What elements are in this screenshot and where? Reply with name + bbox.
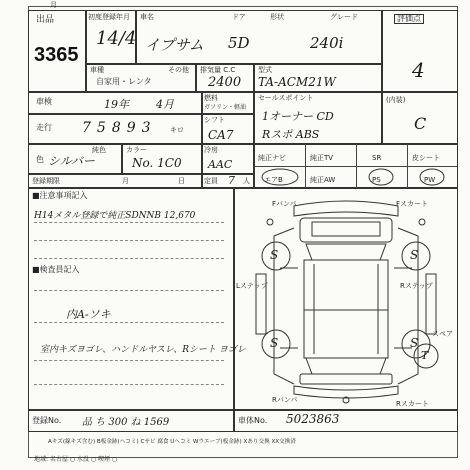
tire-rl: S [270, 336, 279, 350]
door-value: 5D [228, 34, 250, 52]
equip-airbag: エアB [264, 176, 283, 184]
tire-rr: S [410, 336, 419, 350]
grade-label: グレード [330, 13, 358, 21]
model-label: 型式 [258, 66, 272, 74]
color-no-label: カラー [126, 146, 147, 154]
selling-label: セールスポイント [258, 94, 314, 102]
inspection-year: 19年 [104, 98, 129, 111]
inspector-header: ■検査員記入 [32, 265, 80, 274]
insp-line1: 内A-ソキ [66, 308, 111, 321]
top-left-label: 出品 [36, 15, 55, 25]
chassis-value: 5023863 [286, 412, 340, 426]
door-label: ドア [232, 13, 246, 21]
eval-value: 4 [412, 58, 425, 82]
reg-no-value: 品 ち 300 ね 1569 [82, 417, 170, 428]
ac-value: AAC [208, 158, 233, 171]
car-diagram [234, 188, 458, 410]
color-value: シルバー [48, 154, 95, 168]
r-bumper-label: Rバンパ [272, 396, 298, 404]
front-bumper-label: Fバンパ [272, 200, 297, 208]
notes-line1: H14メタル登録で純正SDNNB 12,670 [34, 211, 196, 221]
selling-line2: Rスポ ABS [262, 128, 320, 141]
inspection-month: 4月 [156, 98, 174, 111]
car-name-value: イプサム [145, 36, 204, 54]
capacity-unit: 人 [243, 177, 250, 185]
grade-value: 240i [310, 34, 344, 52]
ac-label: 冷房 [204, 146, 218, 154]
shape-label: 形状 [270, 13, 284, 21]
car-name-label: 車名 [140, 13, 154, 21]
equip-pw: PW [424, 176, 436, 184]
equip-ps: PS [372, 176, 381, 184]
mileage-unit: キロ [170, 126, 184, 134]
tire-fr: S [410, 248, 419, 262]
category-value: 自家用・レンタ [96, 77, 152, 86]
capacity-value: 7 [228, 174, 235, 187]
equip-marks [254, 166, 458, 188]
color-no-value: No. 1C0 [132, 156, 182, 170]
reg-day-label: 日 [178, 177, 185, 185]
damage-legend: Aキズ(線キズ含む) B板金跡(ヘコミ) Cサビ 腐食 Uヘコミ Wウエーブ(板金跡) Xあり交換 XX交換済 [48, 439, 296, 445]
category-label: 車種 [90, 66, 104, 74]
equip-leather: 皮シート [412, 154, 440, 162]
original-label: 純色 [92, 146, 106, 154]
interior-value: C [414, 114, 427, 133]
top-month-label: 月 [50, 1, 57, 9]
displacement-value: 2400 [208, 75, 242, 90]
other-label: その他 [168, 66, 189, 74]
capacity-label: 定員 [204, 177, 218, 185]
eval-label: 評価点 [394, 14, 424, 24]
reg-month-label: 月 [122, 177, 129, 185]
spare-mark: T [421, 349, 429, 362]
equip-sr: SR [372, 154, 382, 162]
first-reg-value: 14/4 [96, 28, 137, 49]
equip-aw: 純正AW [310, 176, 336, 184]
tire-fl: S [270, 248, 279, 262]
equip-tv: 純正TV [310, 154, 334, 162]
model-value: TA-ACM21W [258, 75, 336, 89]
lot-number: 3365 [34, 44, 79, 66]
notes-header: ■注意事項記入 [32, 191, 88, 200]
interior-label: (内装) [386, 96, 406, 104]
bottom-line: 地域: 名古屋 ○ 水没 ○ 喫煙 ○ [34, 456, 118, 463]
chassis-label: 車体No. [238, 416, 268, 425]
mileage-label: 走行 [36, 123, 52, 132]
inspection-label: 車検 [36, 97, 52, 106]
fuel-value: ガソリン・軽油 [204, 104, 247, 111]
selling-line1: 1オーナー CD [262, 110, 334, 123]
insp-line2: 室内キズヨゴレ、ハンドルヤスレ、Rシート ヨゴレ [40, 345, 246, 355]
reg-label: 登録期限 [32, 177, 60, 185]
mileage-value: 75893 [82, 120, 157, 136]
spare-label: スペア [432, 330, 453, 338]
first-reg-label: 初度登録年月 [88, 13, 130, 21]
shift-value: CA7 [208, 128, 234, 142]
l-step-label: Lステップ [236, 282, 268, 290]
fuel-label: 燃料 [204, 94, 218, 102]
color-label: 色 [36, 155, 44, 164]
front-skirt-label: Fスカート [396, 200, 429, 208]
equip-navi: 純正ナビ [258, 154, 286, 162]
reg-no-label: 登録No. [32, 416, 62, 425]
r-step-label: Rステップ [400, 282, 433, 290]
displacement-label: 排気量 C.C [200, 66, 236, 74]
chassis-cell [234, 410, 458, 432]
shift-label: シフト [204, 116, 225, 124]
r-skirt-label: Rスカート [396, 400, 429, 408]
